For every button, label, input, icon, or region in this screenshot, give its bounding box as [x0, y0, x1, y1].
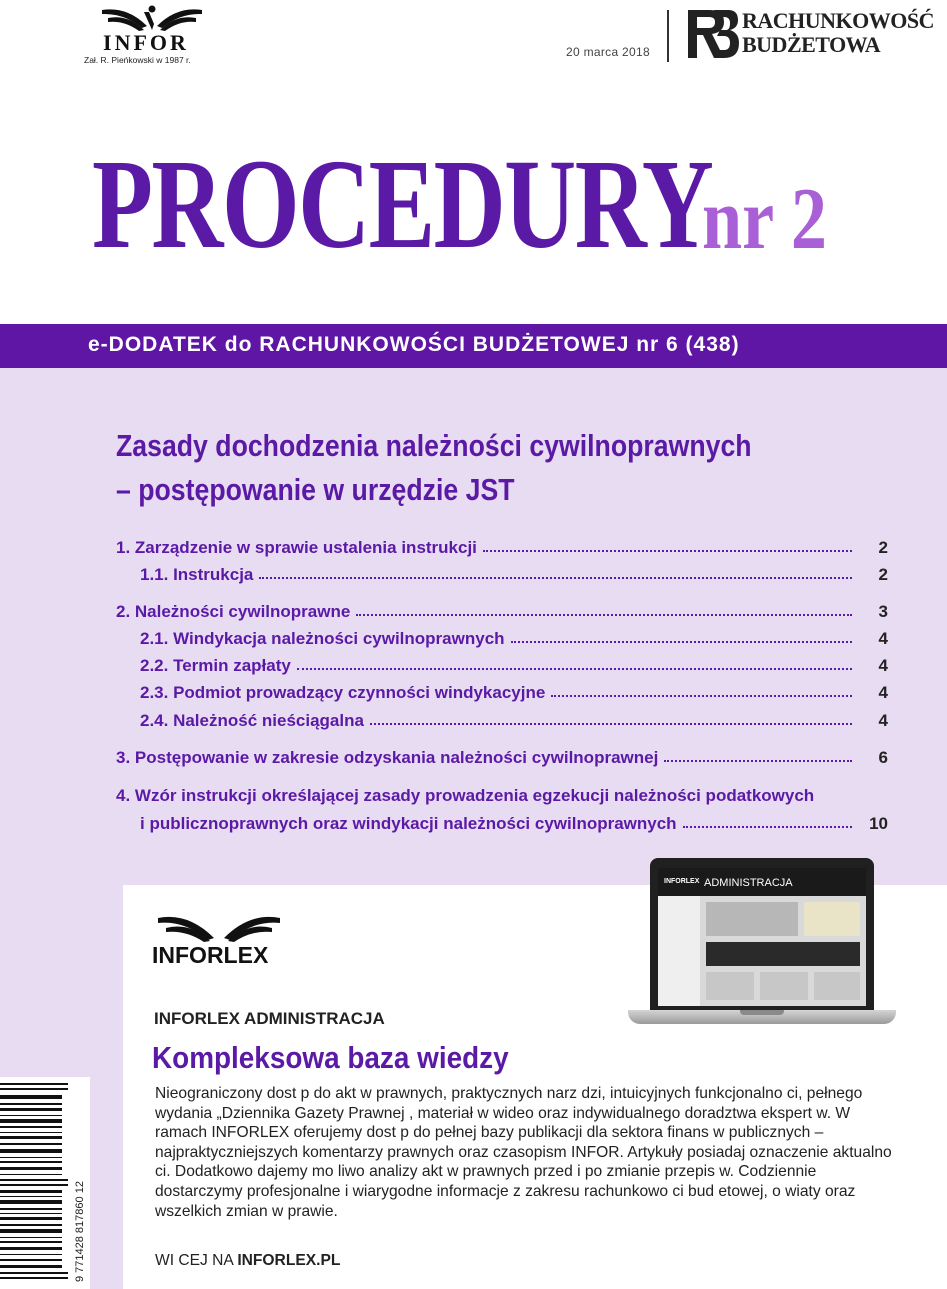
screen-block — [804, 902, 860, 936]
laptop-notch — [740, 1010, 784, 1015]
toc-item-2-1[interactable] — [116, 625, 888, 649]
toc-page: 4 — [878, 629, 888, 648]
toc-item-2[interactable] — [116, 598, 888, 622]
toc-leader — [297, 668, 852, 670]
toc-item-2-4[interactable] — [116, 707, 888, 731]
infor-logo — [84, 4, 214, 66]
toc-leader — [370, 723, 852, 725]
screen-block — [706, 972, 754, 1000]
toc-page: 4 — [878, 656, 888, 675]
promo-kicker: INFORLEX ADMINISTRACJA — [154, 1009, 385, 1028]
toc-leader — [259, 577, 852, 579]
header-divider — [667, 10, 669, 62]
toc-label: 3. Postępowanie w zakresie odzyskania należności cywilnoprawnej — [116, 748, 659, 767]
screen-block — [706, 902, 798, 936]
toc-page: 4 — [878, 711, 888, 730]
inforlex-logo-text: INFORLEX — [152, 942, 269, 968]
toc-label: 2.1. Windykacja należności cywilnoprawnych — [140, 629, 505, 648]
title-number: nr 2 — [702, 171, 827, 268]
toc-label: 2.3. Podmiot prowadzący czynności windykacyjne — [140, 683, 546, 702]
subject-line1: Zasady dochodzenia należności cywilnoprawnych — [116, 428, 752, 463]
title-main: PROCEDURY — [92, 133, 713, 275]
promo-link-prefix: WI CEJ NA — [155, 1252, 238, 1269]
toc-label: i publicznoprawnych oraz windykacji należności cywilnoprawnych — [140, 814, 677, 833]
toc-item-4-cont[interactable] — [116, 810, 888, 834]
issue-date: 20 marca 2018 — [566, 45, 650, 59]
toc-leader — [683, 826, 852, 828]
toc-item-2-2[interactable] — [116, 652, 888, 676]
screen-title: ADMINISTRACJA — [704, 877, 793, 889]
publisher-logo-text: INFOR — [103, 30, 189, 55]
rb-monogram-icon — [684, 8, 740, 60]
screen-block — [760, 972, 808, 1000]
toc-item-4[interactable] — [116, 782, 888, 806]
magazine-logo-line1: RACHUNKOWOŚĆ — [742, 8, 935, 33]
toc-leader — [511, 641, 852, 643]
screen-block — [814, 972, 860, 1000]
toc-label: 1.1. Instrukcja — [140, 565, 254, 584]
subject-heading — [116, 424, 752, 512]
laptop-illustration — [628, 858, 896, 1038]
toc-label: 2.4. Należność nieściągalna — [140, 711, 364, 730]
toc-item-3[interactable] — [116, 744, 888, 768]
promo-headline: Kompleksowa baza wiedzy — [152, 1040, 509, 1075]
toc-item-2-3[interactable] — [116, 679, 888, 703]
toc-leader — [551, 695, 852, 697]
rachunkowosc-budzetowa-logo — [684, 4, 935, 66]
toc-label: 1. Zarządzenie w sprawie ustalenia instrukcji — [116, 538, 477, 557]
promo-link[interactable] — [155, 1252, 340, 1270]
barcode-bars — [0, 1079, 72, 1289]
inforlex-wings-icon — [154, 912, 284, 942]
inforlex-logo — [152, 912, 292, 972]
barcode-digits: 9 771428 817860 12 — [74, 1181, 86, 1282]
toc-page: 3 — [878, 602, 888, 621]
toc-label: 2.2. Termin zapłaty — [140, 656, 291, 675]
magazine-logo-line2: BUDŻETOWA — [742, 32, 881, 57]
infor-wings-icon — [92, 4, 212, 32]
toc-page: 10 — [869, 814, 888, 833]
screen-logo: INFORLEX — [664, 878, 700, 885]
procedury-title — [92, 133, 887, 275]
toc-item-1-1[interactable] — [116, 561, 888, 585]
toc-label: 2. Należności cywilnoprawne — [116, 602, 351, 621]
toc-item-1[interactable] — [116, 534, 888, 558]
promo-body: Nieograniczony dost p do akt w prawnych, praktycznych narz dzi, intuicyjnych funkcjonalno ci, pełnego wydania „Dziennika Gazety Prawnej , materiał w wideo oraz indywidualnego doradztwa ekspert w. W ramach INFORLEX oferujemy dost p do pełnej bazy publikacji dla sektora finans w publicznych – najpraktyczniejszych komentarzy prawnych oraz czasopism INFOR. Artykuły posiadaj oznaczenie aktualno ci. Dodatkowo dajemy mo liwo analizy akt w prawnych przed i po zmianie przepis w. Codziennie dostarczymy profesjonalne i wiarygodne informacje z zakresu rachunkowo ci bud etowej, o wiaty oraz wszelkich zmian w prawie. — [155, 1085, 892, 1220]
toc-page: 2 — [878, 538, 888, 557]
publisher-subtitle: Zał. R. Pieńkowski w 1987 r. — [84, 55, 191, 65]
laptop-screen — [658, 868, 866, 1006]
supplement-band — [0, 324, 947, 368]
toc-page: 6 — [878, 748, 888, 767]
toc-page: 2 — [878, 565, 888, 584]
subject-line2: – postępowanie w urzędzie JST — [116, 472, 515, 507]
supplement-band-text: e-DODATEK do RACHUNKOWOŚCI BUDŻETOWEJ nr 6 (438) — [88, 333, 740, 356]
screen-block — [706, 942, 860, 966]
toc-page: 4 — [878, 683, 888, 702]
toc-leader — [664, 760, 852, 762]
promo-link-url[interactable]: INFORLEX.PL — [237, 1252, 341, 1269]
toc-leader — [356, 614, 852, 616]
toc-leader — [483, 550, 852, 552]
toc-label: 4. Wzór instrukcji określającej zasady prowadzenia egzekucji należności podatkowych — [116, 786, 815, 805]
screen-sidebar — [658, 896, 700, 1006]
